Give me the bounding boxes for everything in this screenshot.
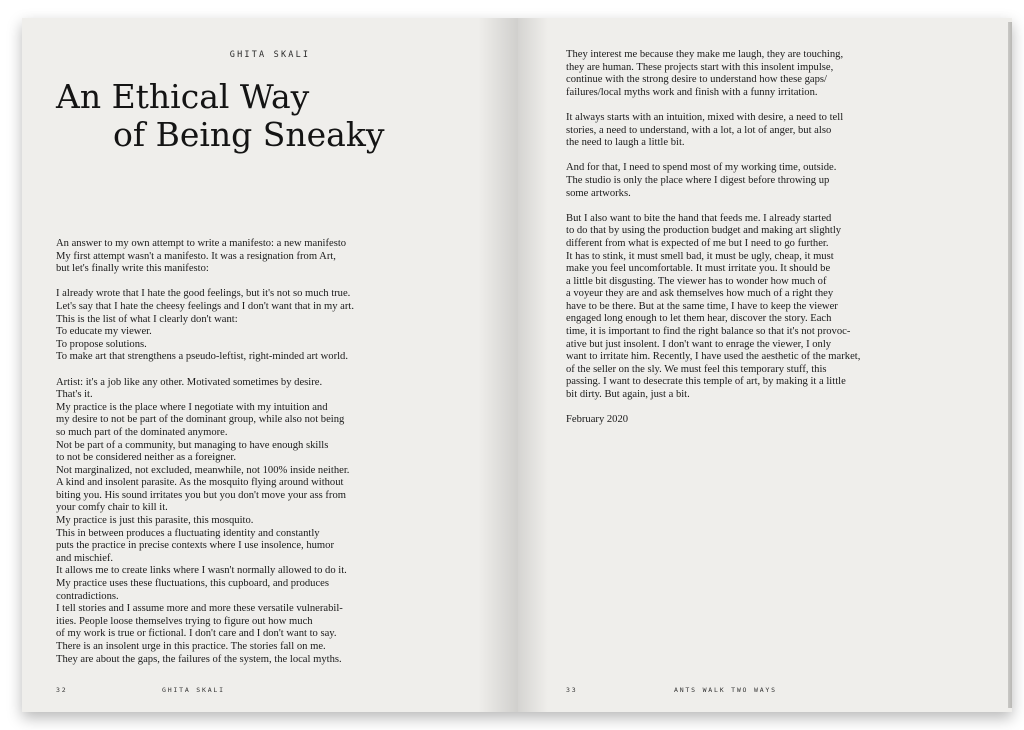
- text-line: My first attempt wasn't a manifesto. It was a resignation from Art,: [56, 250, 336, 262]
- paragraph: [566, 49, 1002, 99]
- text-line: And for that, I need to spend most of my working time, outside.: [566, 162, 837, 174]
- text-line: An answer to my own attempt to write a manifesto: a new manifesto: [56, 238, 347, 249]
- text-line: continue with the strong desire to understand how these gaps/: [566, 74, 827, 86]
- text-line: different from what is expected of me but I need to go further.: [566, 237, 829, 249]
- text-line: It allows me to create links where I wasn't normally allowed to do it.: [56, 565, 347, 577]
- text-line: so much part of the dominated anymore.: [56, 426, 228, 438]
- text-line: That's it.: [56, 389, 93, 401]
- magazine-spread: [22, 18, 1012, 712]
- text-line: have to be there. But at the same time, I have to keep the viewer: [566, 300, 838, 312]
- text-line: your comfy chair to kill it.: [56, 502, 168, 514]
- text-line: My practice is the place where I negotiate with my intuition and: [56, 401, 328, 413]
- left-page: [22, 18, 518, 712]
- right-gutter-shadow: [518, 18, 548, 712]
- text-line: engaged long enough to let them hear, discover the story. Each: [566, 313, 832, 325]
- text-line: My practice is just this parasite, this mosquito.: [56, 515, 254, 527]
- paragraph: [56, 238, 496, 276]
- text-line: But I also want to bite the hand that feeds me. I already started: [566, 212, 832, 224]
- page-number-left: 32: [56, 686, 68, 694]
- text-line: to do that by using the production budget and making art slightly: [566, 225, 842, 237]
- text-line: of my work is true or fictional. I don't care and I don't want to say.: [56, 628, 337, 640]
- footer-author: GHITA SKALI: [162, 686, 225, 694]
- text-line: ative but just insolent. I don't want to enrage the viewer, I only: [566, 338, 832, 350]
- text-line: of the seller on the sly. We must feel this temporary stuff, this: [566, 363, 827, 375]
- text-line: failures/local myths work and finish with a funny irritation.: [566, 86, 818, 98]
- text-line: The studio is only the place where I digest before throwing up: [566, 174, 830, 186]
- text-line: February 2020: [566, 414, 629, 426]
- text-line: puts the practice in precise contexts where I use insolence, humor: [56, 540, 334, 552]
- text-line: and mischief.: [56, 552, 114, 564]
- text-line: stories, a need to understand, with a lot, a lot of anger, but also: [566, 124, 832, 136]
- right-page: [518, 18, 1012, 712]
- author-header: GHITA SKALI: [229, 50, 311, 60]
- text-line: To propose solutions.: [56, 338, 147, 350]
- text-line: my desire to not be part of the dominant group, while also not being: [56, 414, 345, 426]
- paragraph: [566, 414, 1002, 427]
- text-line: make you feel uncomfortable. It must irritate you. It should be: [566, 263, 831, 275]
- paragraph: [566, 162, 1002, 200]
- footer-magazine-title: ANTS WALK TWO WAYS: [674, 686, 777, 694]
- text-line: This in between produces a fluctuating identity and constantly: [56, 527, 320, 539]
- text-line: I tell stories and I assume more and more these versatile vulnerabil-: [56, 603, 343, 615]
- text-line: I already wrote that I hate the good feelings, but it's not so much true.: [56, 288, 351, 300]
- paragraph: [56, 377, 496, 667]
- text-line: It has to stink, it must smell bad, it must be ugly, cheap, it must: [566, 250, 834, 262]
- text-line: Artist: it's a job like any other. Motivated sometimes by desire.: [56, 376, 323, 388]
- text-line: A kind and insolent parasite. As the mosquito flying around without: [56, 477, 344, 489]
- text-line: to not be considered neither as a foreigner.: [56, 452, 237, 464]
- text-line: My practice uses these fluctuations, this cupboard, and produces: [56, 578, 330, 590]
- page-number-right: 33: [566, 686, 578, 694]
- text-line: Not marginalized, not excluded, meanwhile, not 100% inside neither.: [56, 464, 350, 476]
- right-body-text: [566, 49, 1002, 439]
- text-line: They interest me because they make me laugh, they are touching,: [566, 49, 844, 60]
- text-line: They are about the gaps, the failures of the system, the local myths.: [56, 653, 342, 665]
- text-line: There is an insolent urge in this practice. The stories fall on me.: [56, 641, 326, 652]
- text-line: the need to laugh a little bit.: [566, 137, 685, 149]
- text-line: This is the list of what I clearly don't want:: [56, 313, 238, 325]
- article-title: [56, 78, 384, 154]
- text-line: To make art that strengthens a pseudo-leftist, right-minded art world.: [56, 351, 348, 363]
- paragraph: [56, 288, 496, 364]
- text-line: passing. I want to desecrate this temple of art, by making it a little: [566, 376, 846, 388]
- text-line: To educate my viewer.: [56, 326, 152, 338]
- paragraph: [566, 213, 1002, 402]
- text-line: contradictions.: [56, 590, 119, 602]
- page-edge: [1008, 22, 1012, 708]
- text-line: a voyeur they are and ask themselves how much of a right they: [566, 288, 834, 300]
- text-line: bit dirty. But again, just a bit.: [566, 389, 690, 401]
- title-line-2: of Being Sneaky: [113, 115, 385, 154]
- paragraph: [566, 112, 1002, 150]
- left-body-text: [56, 238, 496, 679]
- text-line: Let's say that I hate the cheesy feelings and I don't want that in my art.: [56, 300, 354, 312]
- text-line: It always starts with an intuition, mixed with desire, a need to tell: [566, 111, 844, 123]
- text-line: Not be part of a community, but managing to have enough skills: [56, 439, 329, 451]
- text-line: but let's finally write this manifesto:: [56, 263, 209, 275]
- text-line: time, it is important to find the right balance so that it's not provoc-: [566, 326, 851, 338]
- title-line-1: An Ethical Way: [56, 77, 310, 116]
- text-line: some artworks.: [566, 187, 631, 199]
- text-line: want to irritate him. Recently, I have used the aesthetic of the market,: [566, 351, 861, 363]
- text-line: ities. People loose themselves trying to figure out how much: [56, 615, 313, 627]
- text-line: biting you. His sound irritates you but you don't move your ass from: [56, 489, 346, 501]
- text-line: a little bit disgusting. The viewer has to wonder how much of: [566, 275, 827, 287]
- text-line: they are human. These projects start with this insolent impulse,: [566, 61, 834, 73]
